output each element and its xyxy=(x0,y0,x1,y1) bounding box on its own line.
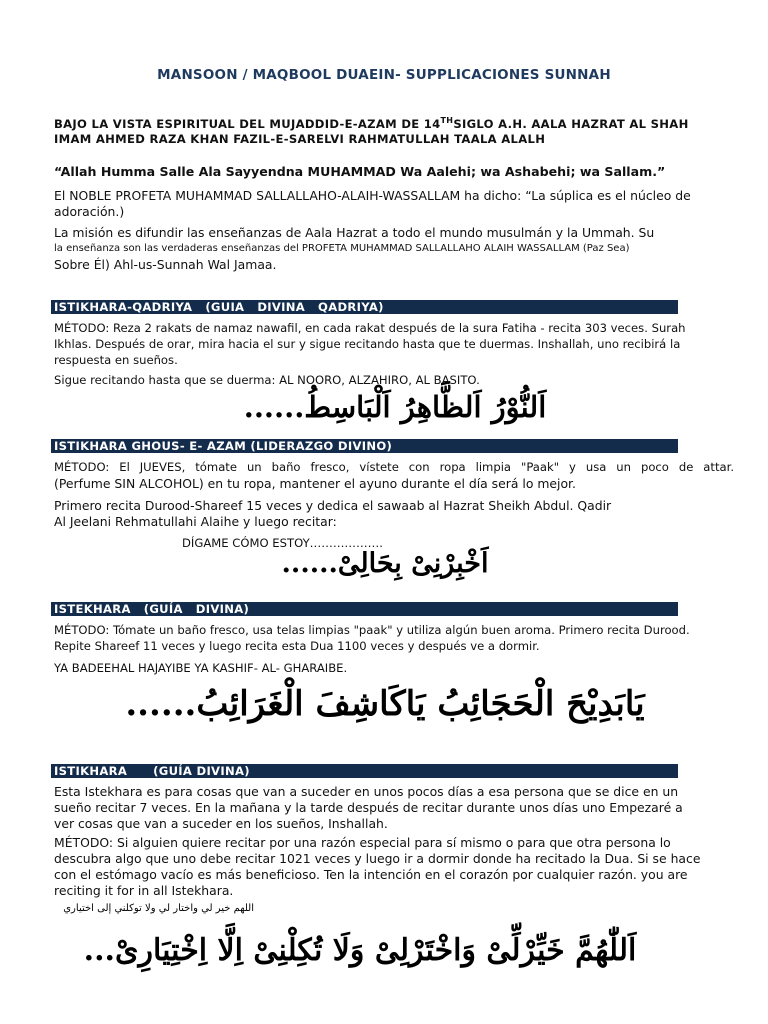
section-2-method-line-1: MÉTODO: El JUEVES, tómate un baño fresco, vístete con ropa limpia "Paak" y usa un poco de attar. xyxy=(54,460,734,474)
section-3-method: MÉTODO: Tómate un baño fresco, usa telas limpias "paak" y utiliza algún buen aroma. Primero recita Durood. Repite Shareef 11 veces y luego recita esta Dua 1100 veces y después ve a dormir. xyxy=(54,623,690,653)
section-1-recite: Sigue recitando hasta que se duerma: AL NOORO, ALZAHIRO, AL BASITO. xyxy=(54,373,480,387)
intro-superscript: TH xyxy=(440,116,454,125)
mission-paragraph xyxy=(54,225,704,273)
section-4-method: MÉTODO: Si alguien quiere recitar por una razón especial para sí mismo o para que otra persona lo descubra algo que uno debe recitar 1021 veces y luego ir a dormir donde ha recitado la Dua. Si se hace con el estómago vacío es más beneficioso. Ten la intención en el corazón por cualquier razón. you are reciting it for in all Istekhara. xyxy=(54,835,701,898)
mission-line-3: Sobre Él) Ahl-us-Sunnah Wal Jamaa. xyxy=(54,257,277,272)
section-header-istekhara: ISTEKHARA (GUÍA DIVINA) xyxy=(51,602,678,616)
section-1-method: MÉTODO: Reza 2 rakats de namaz nawafil, en cada rakat después de la sura Fatiha - recita 303 veces. Surah Ikhlas. Después de orar, mira hacia el sur y sigue recitando hasta que te duermas. Inshallah, uno recibirá la respuesta en sueños. xyxy=(54,321,686,367)
section-2-method-line-2: (Perfume SIN ALCOHOL) en tu ropa, mantener el ayuno durante el día será lo mejor. xyxy=(54,476,576,491)
mission-line-1: La misión es difundir las enseñanzas de Aala Hazrat a todo el mundo musulmán y la Ummah. Su xyxy=(54,225,655,240)
section-2-recite: Primero recita Durood-Shareef 15 veces y dedica el sawaab al Hazrat Sheikh Abdul. Qadir Al Jeelani Rehmatullahi Alaihe y luego recitar: xyxy=(54,498,612,529)
section-3-recite: YA BADEEHAL HAJAYIBE YA KASHIF- AL- GHARAIBE. xyxy=(54,661,348,675)
section-4-intro: Esta Istekhara es para cosas que van a suceder en unos pocos días a esa persona que se dice en un sueño recitar 7 veces. En la mañana y la tarde después de recitar durante unos días uno Empezaré a ver cosas que van a suceder en los sueños, Inshallah. xyxy=(54,784,683,831)
section-3-arabic-dua: يَابَدِيْحَ الْحَجَائِبُ يَاكَاشِفَ الْغَرَائِبُ...... xyxy=(125,684,645,724)
section-header-istikhara-ghous-e-azam: ISTIKHARA GHOUS- E- AZAM (LIDERAZGO DIVINO) xyxy=(51,439,678,453)
intro-part-1: BAJO LA VISTA ESPIRITUAL DEL MUJADDID-E-AZAM DE 14 xyxy=(54,116,441,131)
intro-part-2: SIGLO A.H. AALA HAZRAT AL SHAH IMAM AHMED RAZA KHAN FAZIL-E-SARELVI RAHMATULLAH TAALA ALALH xyxy=(54,116,689,146)
mission-line-2: la enseñanza son las verdaderas enseñanzas del PROFETA MUHAMMAD SALLALLAHO ALAIH WASSALLAM (Paz Sea) xyxy=(54,243,630,254)
salawat-line: “Allah Humma Salle Ala Sayyendna MUHAMMAD Wa Aalehi; wa Ashabehi; wa Sallam.” xyxy=(54,164,666,179)
section-header-istikhara-guia-divina: ISTIKHARA (GUÍA DIVINA) xyxy=(51,764,678,778)
section-header-istikhara-qadriya: ISTIKHARA-QADRIYA (GUIA DIVINA QADRIYA) xyxy=(51,300,678,314)
page-title: MANSOON / MAQBOOL DUAEIN- SUPPLICACIONES SUNNAH xyxy=(157,67,611,83)
section-2-prompt: DÍGAME CÓMO ESTOY………………. xyxy=(182,536,383,550)
hadith-paragraph: El NOBLE PROFETA MUHAMMAD SALLALLAHO-ALAIH-WASSALLAM ha dicho: “La súplica es el núcleo de adoración.) xyxy=(54,188,691,219)
section-2-arabic-dua: اَخْبِرْنِىْ بِحَالِىْ...... xyxy=(281,548,489,579)
section-1-arabic-dua: اَلنُّوْرُ اَلظَّاهِرُ اَلْبَاسِطُ...... xyxy=(243,390,547,424)
intro-heading xyxy=(54,113,694,147)
section-4-arabic-small: اللهم خير لي واختار لي ولا توكلني إلى اختياري xyxy=(63,903,254,914)
section-4-arabic-dua: اَللّٰهُمَّ خَيِّرْلِّىْ وَاخْتَرْلِىْ وَلَا تُكِلْنِىْ اِلَّا اِخْتِيَارِىْ... xyxy=(83,933,637,968)
